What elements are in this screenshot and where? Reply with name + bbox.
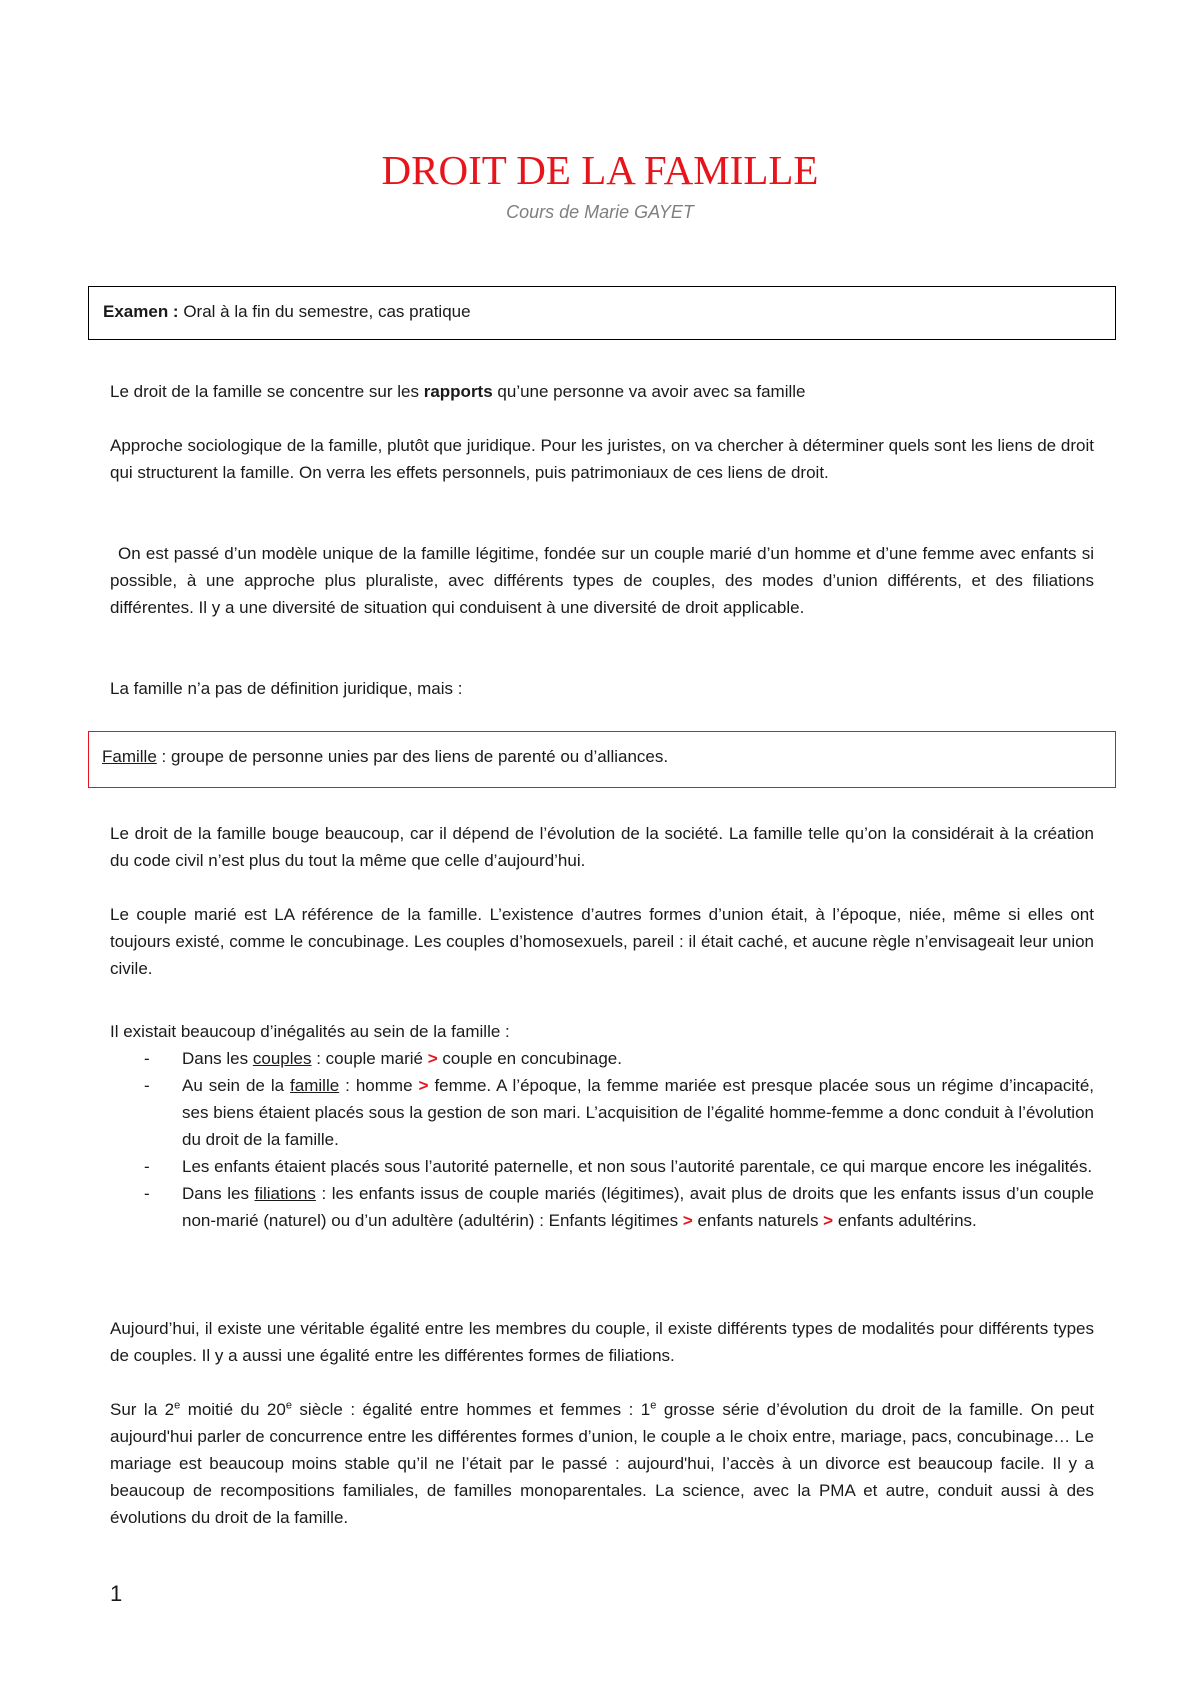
superscript: e <box>174 1399 181 1412</box>
paragraph-4: La famille n’a pas de définition juridique, mais : <box>110 679 463 698</box>
p9-text: siècle : égalité entre hommes et femmes : 1 <box>291 1400 651 1419</box>
superscript: e <box>285 1399 292 1412</box>
list-dash: - <box>144 1049 150 1068</box>
p9-text: grosse série d’évolution du droit de la famille. On peut aujourd'hui parler de concurrence entre les différentes formes d’union, le couple a le choix entre, mariage, pacs, concubinage… Le mariage est beaucoup moins stable qu’il ne l’était par le passé : aujourd'hui, l’accès à un divorce est beaucoup facile. Il y a beaucoup de recompositions familiales, de familles monoparentales. La science, avec la PMA et autre, conduit aussi à des évolutions du droit de la famille. <box>110 1400 1094 1527</box>
list-text: femme. A l’époque, la femme mariée est presque placée sous un régime d’incapacité, ses biens étaient placés sous la gestion de son mari. L’acquisition de l’égalité homme-femme a donc conduit à l’évolution du droit de la famille. <box>182 1076 1094 1149</box>
greater-than-sign: > <box>418 1076 429 1095</box>
list-dash: - <box>144 1157 150 1176</box>
list-item <box>110 1072 1094 1153</box>
list-item <box>110 1153 1094 1180</box>
list-text: Les enfants étaient placés sous l’autorité paternelle, et non sous l’autorité parentale, ce qui marque encore les inégalités. <box>182 1157 1093 1176</box>
p1-text-end: qu’une personne va avoir avec sa famille <box>492 382 806 401</box>
document-title: DROIT DE LA FAMILLE <box>381 147 819 193</box>
list-item <box>110 1045 1094 1072</box>
list-text: : les enfants issus de couple mariés (légitimes), avait plus de droits que les enfants issus d’un couple non-marié (naturel) ou d’un adultère (adultérin) : Enfants légitimes <box>182 1184 1094 1230</box>
greater-than-sign: > <box>823 1211 834 1230</box>
list-text: Dans les <box>182 1049 253 1068</box>
definition-term: Famille <box>102 747 157 766</box>
paragraph-3: On est passé d’un modèle unique de la famille légitime, fondée sur un couple marié d’un homme et d’une femme avec enfants si possible, à une approche plus pluraliste, avec différents types de couples, des modes d’union différents, et des filiations différentes. Il y a une diversité de situation qui conduisent à une diversité de droit applicable. <box>110 544 1094 617</box>
p1-text: Le droit de la famille se concentre sur les <box>110 382 424 401</box>
list-underlined: couples <box>252 1049 312 1068</box>
list-text: Au sein de la <box>182 1076 291 1095</box>
superscript: e <box>650 1399 657 1412</box>
list-item <box>110 1180 1094 1234</box>
paragraph-8: Aujourd’hui, il existe une véritable égalité entre les membres du couple, il existe différents types de modalités pour différents types de couples. Il y a aussi une égalité entre les différentes formes de filiations. <box>110 1319 1094 1365</box>
paragraph-6: Le couple marié est LA référence de la famille. L’existence d’autres formes d’union était, à l’époque, niée, même si elles ont toujours existé, comme le concubinage. Les couples d’homosexuels, pareil : il était caché, et aucune règle n’envisageait leur union civile. <box>110 905 1094 978</box>
list-dash: - <box>144 1184 150 1203</box>
list-underlined: famille <box>290 1076 340 1095</box>
list-dash: - <box>144 1076 150 1095</box>
list-text: Dans les <box>182 1184 255 1203</box>
paragraph-5: Le droit de la famille bouge beaucoup, car il dépend de l’évolution de la société. La famille telle qu’on la considérait à la création du code civil n’est plus du tout la même que celle d’aujourd’hui. <box>110 824 1094 870</box>
paragraph-7: Il existait beaucoup d’inégalités au sein de la famille : <box>110 1022 510 1041</box>
p9-text: moitié du 20 <box>180 1400 286 1419</box>
inequalities-list <box>110 1045 1094 1234</box>
greater-than-sign: > <box>682 1211 693 1230</box>
list-text: enfants naturels <box>692 1211 824 1230</box>
exam-label: Examen : <box>103 302 179 321</box>
p9-text: Sur la 2 <box>110 1400 175 1419</box>
list-text: : couple marié <box>311 1049 428 1068</box>
list-text: couple en concubinage. <box>437 1049 622 1068</box>
paragraph-2: Approche sociologique de la famille, plutôt que juridique. Pour les juristes, on va chercher à déterminer quels sont les liens de droit qui structurent la famille. On verra les effets personnels, puis patrimoniaux de ces liens de droit. <box>110 436 1094 482</box>
list-underlined: filiations <box>254 1184 316 1203</box>
paragraph-1 <box>110 378 1094 405</box>
paragraph-9 <box>110 1396 1094 1531</box>
definition-box <box>88 731 1116 788</box>
page-number: 1 <box>110 1581 123 1606</box>
list-text: enfants adultérins. <box>833 1211 977 1230</box>
exam-text: Oral à la fin du semestre, cas pratique <box>178 302 471 321</box>
greater-than-sign: > <box>427 1049 438 1068</box>
exam-info-box <box>88 286 1116 340</box>
definition-text: : groupe de personne unies par des liens de parenté ou d’alliances. <box>156 747 669 766</box>
p1-bold: rapports <box>423 382 493 401</box>
list-text: : homme <box>339 1076 419 1095</box>
document-subtitle: Cours de Marie GAYET <box>506 202 694 222</box>
